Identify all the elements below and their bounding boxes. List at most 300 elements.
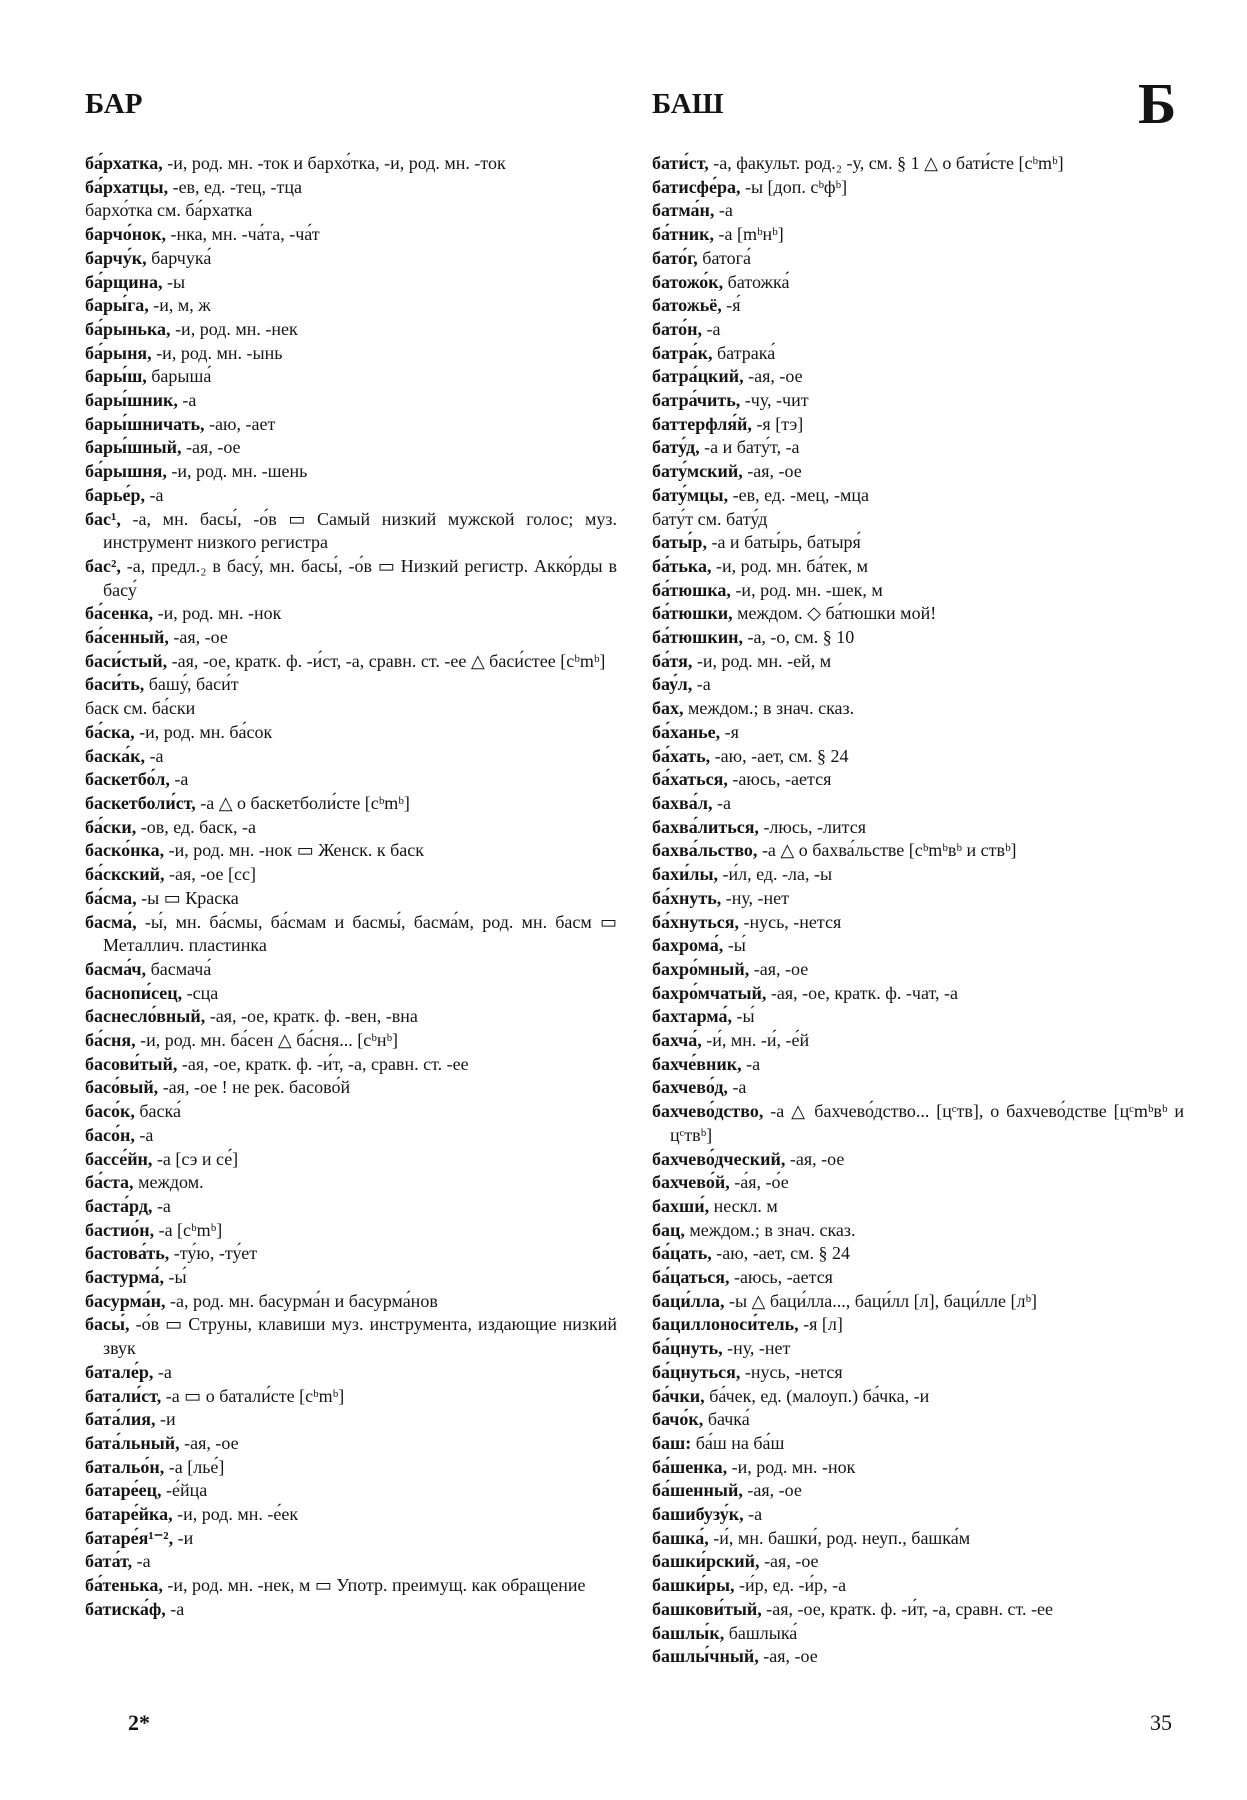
dictionary-entry bbox=[85, 1076, 617, 1100]
dictionary-entry bbox=[85, 365, 617, 389]
dictionary-entry bbox=[652, 365, 1184, 389]
dictionary-entry bbox=[652, 1076, 1184, 1100]
entry-headword: ба́тюшки, bbox=[652, 603, 733, 624]
dictionary-entry bbox=[85, 1195, 617, 1219]
dictionary-entry bbox=[85, 508, 617, 555]
dictionary-entry bbox=[652, 602, 1184, 626]
entry-body: -а bbox=[152, 1195, 171, 1216]
entry-headword: бахва́льство, bbox=[652, 840, 758, 861]
entry-body: -а́я, -о́е bbox=[729, 1172, 789, 1193]
entry-body: бату́т см. бату́д bbox=[652, 508, 768, 529]
entry-headword: бассе́йн, bbox=[85, 1148, 153, 1169]
entry-headword: ба́ска, bbox=[85, 721, 135, 742]
entry-headword: бары́шничать, bbox=[85, 413, 205, 434]
entry-body: -а bbox=[145, 484, 164, 505]
entry-headword: баттерфля́й, bbox=[652, 413, 752, 434]
entry-body: междом. ◇ ба́тюшки мой! bbox=[732, 603, 937, 624]
right-column bbox=[652, 152, 1184, 1669]
dictionary-entry bbox=[652, 389, 1184, 413]
entry-headword: баскетбо́л, bbox=[85, 769, 170, 790]
dictionary-entry bbox=[85, 223, 617, 247]
entry-headword: баско́нка, bbox=[85, 840, 165, 861]
entry-headword: батаре́йка, bbox=[85, 1504, 173, 1525]
entry-body: -а △ о бахва́льстве [cᵇmᵇвᵇ и ствᵇ] bbox=[757, 840, 1017, 861]
entry-headword: бары́га, bbox=[85, 295, 149, 316]
entry-body: -и, род. мн. ба́сен △ ба́сня... [cᵇнᵇ] bbox=[135, 1030, 399, 1051]
entry-body: -а bbox=[134, 1124, 154, 1145]
entry-body: -и bbox=[173, 1527, 194, 1548]
dictionary-entry bbox=[85, 460, 617, 484]
entry-body: междом.; в знач. сказ. bbox=[684, 1219, 856, 1240]
entry-headword: башки́рский, bbox=[652, 1551, 760, 1572]
entry-body: -а bbox=[702, 318, 721, 339]
entry-headword: башлы́к, bbox=[652, 1622, 725, 1643]
entry-body: -а △ бахчево́дство... [цᶜтв], о бахчево́дстве [цᶜmᵇвᵇ и цᶜтвᵇ] bbox=[670, 1101, 1184, 1145]
dictionary-entry bbox=[652, 697, 1184, 721]
entry-headword: бахрома́, bbox=[652, 935, 724, 956]
dictionary-entry bbox=[652, 911, 1184, 935]
entry-body: -люсь, -лится bbox=[758, 816, 867, 837]
entry-headword: батра́к, bbox=[652, 342, 713, 363]
dictionary-entry bbox=[652, 484, 1184, 508]
entry-body: -а bbox=[177, 390, 197, 411]
entry-body: батога́ bbox=[697, 247, 751, 268]
entry-body: -ая, -ое bbox=[743, 366, 803, 387]
dictionary-entry bbox=[85, 1385, 617, 1409]
entry-body: -и, род. мн. ба́тек, м bbox=[711, 555, 868, 576]
dictionary-entry bbox=[652, 626, 1184, 650]
entry-headword: башкови́тый, bbox=[652, 1598, 762, 1619]
entry-body: -я bbox=[720, 721, 739, 742]
entry-headword: баскетболи́ст, bbox=[85, 792, 196, 813]
entry-headword: бахчево́дческий, bbox=[652, 1148, 786, 1169]
entry-body: бачка́ bbox=[703, 1409, 750, 1430]
entry-body: -ая, -ое bbox=[758, 1646, 818, 1667]
dictionary-entry bbox=[652, 1550, 1184, 1574]
dictionary-entry bbox=[652, 1456, 1184, 1480]
entry-headword: баска́к, bbox=[85, 745, 145, 766]
entry-body: -я [л] bbox=[798, 1314, 843, 1335]
entry-body: -ая, -ое, кратк. ф. -вен, -вна bbox=[205, 1006, 418, 1027]
entry-body: -ая, -ое bbox=[179, 1432, 239, 1453]
entry-body: -а [сэ и се́] bbox=[152, 1148, 239, 1169]
entry-headword: ба́тька, bbox=[652, 555, 712, 576]
entry-body: -аю, -ает, см. § 24 bbox=[711, 1243, 851, 1264]
dictionary-entry bbox=[85, 1574, 617, 1598]
entry-headword: ба́тя, bbox=[652, 650, 693, 671]
entry-body: -а [mᵇнᵇ] bbox=[714, 224, 784, 245]
entry-headword: барчу́к, bbox=[85, 247, 147, 268]
dictionary-entry bbox=[652, 792, 1184, 816]
dictionary-entry bbox=[652, 1432, 1184, 1456]
dictionary-entry bbox=[652, 271, 1184, 295]
entry-headword: баста́рд, bbox=[85, 1195, 153, 1216]
entry-headword: бациллоноси́тель, bbox=[652, 1314, 799, 1335]
dictionary-entry bbox=[85, 1479, 617, 1503]
entry-body: башу́, баси́т bbox=[144, 674, 239, 695]
entry-headword: ба́цать, bbox=[652, 1243, 712, 1264]
dictionary-entry bbox=[652, 839, 1184, 863]
dictionary-entry bbox=[85, 911, 617, 958]
dictionary-entry bbox=[652, 1053, 1184, 1077]
entry-headword: ба́тник, bbox=[652, 224, 714, 245]
entry-body: -а, мн. басы́, -о́в ▭ Самый низкий мужской голос; муз. инструмент низкого регистра bbox=[103, 508, 617, 553]
entry-body: -ы [доп. cᵇфᵇ] bbox=[740, 176, 848, 197]
dictionary-entry bbox=[652, 1195, 1184, 1219]
entry-headword: бата́лия, bbox=[85, 1409, 156, 1430]
left-column bbox=[85, 152, 617, 1622]
entry-body: -и bbox=[155, 1409, 176, 1430]
dictionary-entry bbox=[85, 413, 617, 437]
entry-headword: бату́мцы, bbox=[652, 484, 729, 505]
entry-headword: баснесло́вный, bbox=[85, 1006, 206, 1027]
dictionary-entry bbox=[85, 792, 617, 816]
dictionary-entry bbox=[652, 1361, 1184, 1385]
dictionary-entry bbox=[652, 318, 1184, 342]
dictionary-entry bbox=[85, 768, 617, 792]
dictionary-entry bbox=[85, 745, 617, 769]
entry-headword: бахва́л, bbox=[652, 792, 713, 813]
entry-body: -ая, -ое bbox=[742, 461, 802, 482]
entry-body: -ая, -ое, кратк. ф. -и́т, -а, сравн. ст. -ее bbox=[761, 1598, 1053, 1619]
entry-body: барчука́ bbox=[146, 247, 212, 268]
dictionary-entry bbox=[652, 1408, 1184, 1432]
dictionary-entry bbox=[652, 1029, 1184, 1053]
entry-body: ба́чек, ед. (малоуп.) ба́чка, -и bbox=[704, 1385, 930, 1406]
entry-body: -а bbox=[692, 674, 711, 695]
dictionary-entry bbox=[85, 1242, 617, 1266]
entry-body: -и, род. мн. -ынь bbox=[151, 342, 283, 363]
dictionary-entry bbox=[85, 1598, 617, 1622]
entry-body: басмача́ bbox=[146, 958, 212, 979]
entry-body: -а и бату́т, -а bbox=[699, 437, 800, 458]
entry-body: -ы́, мн. ба́смы, ба́смам и басмы́, басма́м, род. мн. басм ▭ Металлич. пластинка bbox=[103, 911, 617, 956]
dictionary-entry bbox=[652, 508, 1184, 532]
running-head-right: БАШ bbox=[652, 88, 724, 120]
entry-headword: бахча́, bbox=[652, 1030, 702, 1051]
entry-headword: бастова́ть, bbox=[85, 1243, 170, 1264]
entry-body: -ы △ баци́лла..., баци́лл [л], баци́лле [лᵇ] bbox=[724, 1290, 1038, 1311]
entry-headword: барье́р, bbox=[85, 484, 146, 505]
entry-headword: ба́цаться, bbox=[652, 1267, 730, 1288]
entry-body: -ая, -ое [сс] bbox=[164, 864, 256, 885]
dictionary-entry bbox=[652, 152, 1184, 176]
dictionary-entry bbox=[652, 1479, 1184, 1503]
entry-headword: басови́тый, bbox=[85, 1053, 178, 1074]
dictionary-entry bbox=[652, 1290, 1184, 1314]
entry-headword: бастурма́, bbox=[85, 1267, 164, 1288]
dictionary-entry bbox=[652, 1527, 1184, 1551]
dictionary-entry bbox=[85, 982, 617, 1006]
entry-body: междом. bbox=[133, 1172, 204, 1193]
entry-body: -ая, -ое bbox=[759, 1551, 819, 1572]
entry-body: баск см. ба́ски bbox=[85, 698, 196, 719]
dictionary-entry bbox=[652, 531, 1184, 555]
dictionary-entry bbox=[652, 555, 1184, 579]
dictionary-entry bbox=[652, 342, 1184, 366]
entry-body: -ая, -ое ! не рек. басово́й bbox=[158, 1077, 351, 1098]
entry-body: -и́л, ед. -ла, -ы bbox=[718, 864, 833, 885]
entry-body: -а bbox=[727, 1077, 747, 1098]
entry-body: -ая, -ое bbox=[742, 1480, 802, 1501]
dictionary-entry bbox=[85, 1313, 617, 1360]
entry-headword: бату́д, bbox=[652, 437, 700, 458]
dictionary-entry bbox=[85, 958, 617, 982]
entry-body: -аю, -ает bbox=[204, 413, 276, 434]
dictionary-entry bbox=[85, 887, 617, 911]
entry-headword: басма́ч, bbox=[85, 958, 147, 979]
dictionary-entry bbox=[85, 1029, 617, 1053]
entry-headword: батиска́ф, bbox=[85, 1598, 166, 1619]
dictionary-entry bbox=[85, 199, 617, 223]
entry-headword: ба́рхатцы, bbox=[85, 176, 169, 197]
entry-body: -ов, ед. баск, -а bbox=[136, 816, 257, 837]
entry-headword: ба́хать, bbox=[652, 745, 711, 766]
entry-body: баска́ bbox=[134, 1101, 181, 1122]
dictionary-entry bbox=[85, 1503, 617, 1527]
dictionary-entry bbox=[85, 436, 617, 460]
entry-headword: ба́рышня, bbox=[85, 461, 167, 482]
dictionary-entry bbox=[652, 816, 1184, 840]
entry-headword: бары́ш, bbox=[85, 366, 147, 387]
entry-body: -и́, мн. -и́, -е́й bbox=[701, 1030, 810, 1051]
entry-body: -ая, -ое, кратк. ф. -и́т, -а, сравн. ст. -ее bbox=[177, 1053, 469, 1074]
dictionary-entry bbox=[652, 1100, 1184, 1147]
entry-body: -а, факульт. род.₂ -у, см. § 1 △ о бати́сте [cᵇmᵇ] bbox=[708, 153, 1064, 173]
entry-headword: ба́сенка, bbox=[85, 603, 154, 624]
entry-headword: бау́л, bbox=[652, 674, 693, 695]
entry-body: -аюсь, -ается bbox=[729, 1267, 833, 1288]
dictionary-entry bbox=[85, 484, 617, 508]
entry-headword: батожьё, bbox=[652, 295, 722, 316]
entry-body: -ы́ bbox=[723, 935, 746, 956]
entry-headword: басо́н, bbox=[85, 1124, 135, 1145]
entry-headword: бац, bbox=[652, 1219, 685, 1240]
entry-headword: ба́хнуть, bbox=[652, 887, 722, 908]
dictionary-entry bbox=[652, 721, 1184, 745]
entry-body: -ы́ bbox=[163, 1267, 187, 1288]
entry-body: -и́р, ед. -и́р, -а bbox=[734, 1575, 847, 1596]
entry-headword: батале́р, bbox=[85, 1361, 154, 1382]
entry-body: -и, род. мн. -нек bbox=[170, 318, 298, 339]
dictionary-entry bbox=[85, 1005, 617, 1029]
entry-headword: башки́ры, bbox=[652, 1575, 735, 1596]
entry-headword: батали́ст, bbox=[85, 1385, 162, 1406]
dictionary-entry bbox=[85, 1266, 617, 1290]
dictionary-entry bbox=[652, 1313, 1184, 1337]
entry-headword: бары́шник, bbox=[85, 390, 178, 411]
entry-headword: ба́хаться, bbox=[652, 769, 728, 790]
entry-headword: батра́цкий, bbox=[652, 366, 744, 387]
dictionary-entry bbox=[652, 934, 1184, 958]
dictionary-entry bbox=[652, 1148, 1184, 1172]
dictionary-entry bbox=[85, 1171, 617, 1195]
entry-body: -ая, -ое bbox=[785, 1148, 845, 1169]
entry-headword: ба́ски, bbox=[85, 816, 137, 837]
dictionary-entry bbox=[85, 673, 617, 697]
entry-headword: бас¹, bbox=[85, 508, 121, 529]
entry-body: барыша́ bbox=[146, 366, 212, 387]
entry-body: -а [cᵇmᵇ] bbox=[154, 1219, 223, 1240]
entry-headword: баси́стый, bbox=[85, 650, 168, 671]
dictionary-entry bbox=[85, 863, 617, 887]
dictionary-entry bbox=[652, 887, 1184, 911]
entry-body: -а и баты́рь, батыря́ bbox=[706, 532, 861, 553]
entry-body: -ы́ bbox=[732, 1006, 755, 1027]
entry-body: -ая, -ое bbox=[168, 627, 228, 648]
dictionary-entry bbox=[85, 1527, 617, 1551]
entry-headword: бати́ст, bbox=[652, 153, 709, 173]
entry-headword: батра́чить, bbox=[652, 390, 741, 411]
entry-headword: ба́рыня, bbox=[85, 342, 152, 363]
entry-body: -а, предл.₂ в басу́, мн. басы́, -о́в ▭ Низкий регистр. Акко́рды в басу́ bbox=[103, 555, 617, 600]
dictionary-entry bbox=[85, 1219, 617, 1243]
entry-body: -ы bbox=[162, 271, 186, 292]
entry-body: -а bbox=[132, 1551, 151, 1572]
entry-headword: ба́чки, bbox=[652, 1385, 705, 1406]
entry-body: ба́ш на ба́ш bbox=[691, 1432, 785, 1453]
entry-body: -и, м, ж bbox=[148, 295, 211, 316]
entry-headword: бастио́н, bbox=[85, 1219, 155, 1240]
entry-headword: ба́рынька, bbox=[85, 318, 171, 339]
entry-body: междом.; в знач. сказ. bbox=[683, 698, 855, 719]
entry-headword: батисфе́ра, bbox=[652, 176, 741, 197]
entry-headword: батаре́я¹⁻², bbox=[85, 1527, 174, 1548]
entry-headword: ба́тюшка, bbox=[652, 579, 731, 600]
entry-headword: батаре́ец, bbox=[85, 1480, 162, 1501]
dictionary-entry bbox=[85, 1361, 617, 1385]
entry-body: -ая, -ое, кратк. ф. -чат, -а bbox=[766, 982, 958, 1003]
entry-body: -ая, -ое bbox=[749, 958, 809, 979]
entry-headword: бахва́литься, bbox=[652, 816, 759, 837]
entry-headword: баци́лла, bbox=[652, 1290, 725, 1311]
entry-body: батожка́ bbox=[723, 271, 790, 292]
entry-body: -а △ о баскетболи́сте [cᵇmᵇ] bbox=[195, 792, 410, 813]
dictionary-entry bbox=[85, 1408, 617, 1432]
dictionary-entry bbox=[652, 863, 1184, 887]
dictionary-entry bbox=[85, 816, 617, 840]
entry-headword: басма́, bbox=[85, 911, 137, 932]
entry-headword: бахтарма́, bbox=[652, 1006, 732, 1027]
dictionary-entry bbox=[652, 958, 1184, 982]
running-head-left: БАР bbox=[85, 88, 143, 120]
dictionary-entry bbox=[85, 626, 617, 650]
entry-body: -о́в ▭ Струны, клавиши муз. инструмента, издающие низкий звук bbox=[103, 1314, 617, 1359]
entry-headword: батожо́к, bbox=[652, 271, 724, 292]
dictionary-entry bbox=[652, 745, 1184, 769]
entry-body: -а ▭ о батали́сте [cᵇmᵇ] bbox=[161, 1385, 345, 1406]
entry-headword: бату́мский, bbox=[652, 461, 743, 482]
entry-body: -и, род. мн. -нек, м ▭ Употр. преимущ. как обращение bbox=[162, 1575, 586, 1596]
entry-body: -ая, -ое, кратк. ф. -и́ст, -а, сравн. ст. -ее △ баси́стее [cᵇmᵇ] bbox=[167, 650, 606, 671]
entry-body: -а bbox=[144, 745, 164, 766]
dictionary-entry bbox=[652, 1337, 1184, 1361]
entry-headword: бас², bbox=[85, 555, 121, 576]
dictionary-entry bbox=[652, 1622, 1184, 1646]
entry-body: -нка, мн. -ча́та, -ча́т bbox=[165, 224, 320, 245]
entry-body: -и, род. мн. -нок ▭ Женск. к баск bbox=[164, 840, 424, 861]
dictionary-entry bbox=[652, 1005, 1184, 1029]
entry-body: -и, род. мн. -ток и бархо́тка, -и, род. мн. -ток bbox=[162, 153, 506, 173]
dictionary-entry bbox=[652, 1219, 1184, 1243]
entry-body: батрака́ bbox=[712, 342, 776, 363]
entry-headword: бахши́, bbox=[652, 1195, 710, 1216]
entry-headword: бахи́лы, bbox=[652, 864, 719, 885]
entry-headword: бато́н, bbox=[652, 318, 703, 339]
entry-headword: башибузу́к, bbox=[652, 1504, 744, 1525]
dictionary-entry bbox=[652, 1171, 1184, 1195]
entry-body: -нусь, -нется bbox=[738, 911, 842, 932]
entry-headword: бата́т, bbox=[85, 1551, 133, 1572]
entry-body: -а bbox=[741, 1053, 761, 1074]
dictionary-entry bbox=[652, 1385, 1184, 1409]
entry-body: -и, род. мн. ба́сок bbox=[134, 721, 273, 742]
entry-headword: ба́сня, bbox=[85, 1030, 136, 1051]
entry-body: -ну, -нет bbox=[721, 887, 790, 908]
entry-body: -чу, -чит bbox=[740, 390, 809, 411]
dictionary-entry bbox=[652, 1242, 1184, 1266]
entry-body: -а bbox=[153, 1361, 172, 1382]
entry-body: нескл. м bbox=[709, 1195, 778, 1216]
entry-headword: басурма́н, bbox=[85, 1290, 166, 1311]
entry-headword: бары́шный, bbox=[85, 437, 182, 458]
entry-body: башлыка́ bbox=[724, 1622, 798, 1643]
dictionary-entry bbox=[652, 673, 1184, 697]
entry-headword: баты́р, bbox=[652, 532, 707, 553]
dictionary-entry bbox=[652, 1266, 1184, 1290]
dictionary-entry bbox=[85, 839, 617, 863]
dictionary-entry bbox=[652, 1574, 1184, 1598]
entry-body: -а bbox=[743, 1504, 763, 1525]
entry-body: -ев, ед. -тец, -тца bbox=[168, 176, 302, 197]
entry-headword: ба́скский, bbox=[85, 864, 165, 885]
entry-body: -а bbox=[712, 792, 731, 813]
entry-headword: бахчево́д, bbox=[652, 1077, 728, 1098]
dictionary-entry bbox=[652, 460, 1184, 484]
dictionary-entry bbox=[652, 650, 1184, 674]
entry-headword: ба́рхатка, bbox=[85, 153, 163, 173]
entry-headword: ба́сенный, bbox=[85, 627, 169, 648]
dictionary-entry bbox=[652, 768, 1184, 792]
dictionary-entry bbox=[652, 1503, 1184, 1527]
entry-body: -и, род. мн. -нок bbox=[727, 1456, 856, 1477]
dictionary-entry bbox=[652, 223, 1184, 247]
dictionary-entry bbox=[652, 247, 1184, 271]
entry-headword: ба́ста, bbox=[85, 1172, 134, 1193]
entry-body: -а bbox=[714, 200, 733, 221]
dictionary-entry bbox=[85, 555, 617, 602]
entry-headword: ба́хнуться, bbox=[652, 911, 739, 932]
entry-body: -а bbox=[169, 769, 189, 790]
entry-headword: ба́рщина, bbox=[85, 271, 163, 292]
signature-mark: 2* bbox=[128, 1710, 150, 1735]
entry-headword: ба́ханье, bbox=[652, 721, 721, 742]
dictionary-entry bbox=[652, 579, 1184, 603]
entry-headword: ба́тюшкин, bbox=[652, 627, 743, 648]
entry-headword: ба́цнуться, bbox=[652, 1361, 741, 1382]
dictionary-entry bbox=[85, 318, 617, 342]
entry-headword: ба́сма, bbox=[85, 887, 137, 908]
entry-headword: ба́шенка, bbox=[652, 1456, 728, 1477]
entry-body: -я [тэ] bbox=[751, 413, 804, 434]
entry-headword: ба́шенный, bbox=[652, 1480, 743, 1501]
entry-body: -а bbox=[165, 1598, 185, 1619]
dictionary-entry bbox=[85, 271, 617, 295]
entry-headword: барчо́нок, bbox=[85, 224, 166, 245]
dictionary-entry bbox=[85, 602, 617, 626]
dictionary-entry bbox=[85, 152, 617, 176]
entry-headword: бахро́мный, bbox=[652, 958, 750, 979]
